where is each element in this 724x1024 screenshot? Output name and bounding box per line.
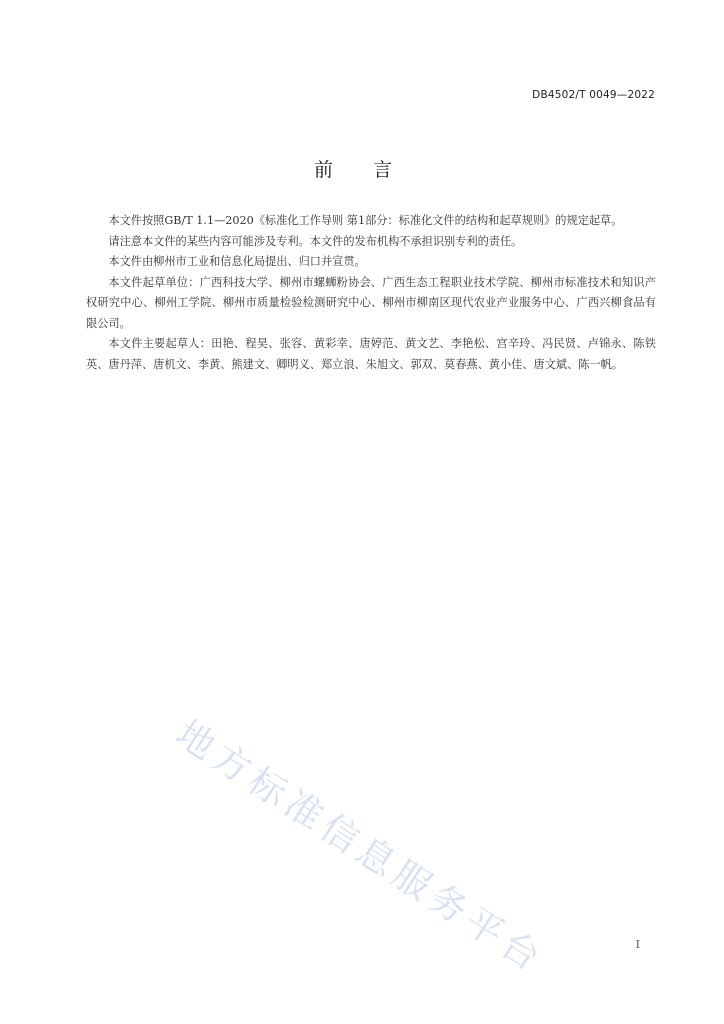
document-code: DB4502/T 0049—2022 [532,89,655,101]
paragraph-drafters: 本文件主要起草人：田艳、程昊、张容、黄彩幸、唐婷范、黄文艺、李艳松、宫辛玲、冯民贤、卢锦永、陈铁英、唐丹萍、唐机文、李黄、熊建文、卿明义、郑立浪、朱旭文、郭双、莫春燕、黄小佳、唐文斌、陈一帆。 [86,337,656,371]
body-text [86,211,656,375]
page-title: 前言 [313,159,432,181]
paragraph-drafting-units: 本文件起草单位：广西科技大学、柳州市螺蛳粉协会、广西生态工程职业技术学院、柳州市标准技术和知识产权研究中心、柳州工学院、柳州市质量检验检测研究中心、柳州市柳南区现代农业产业服务中心、广西兴柳食品有限公司。 [86,275,656,330]
paragraph-patent-notice: 请注意本文件的某些内容可能涉及专利。本文件的发布机构不承担识别专利的责任。 [108,234,523,248]
paragraph-proposer: 本文件由柳州市工业和信息化局提出、归口并宣贯。 [108,255,366,268]
paragraph-drafting-rules: 本文件按照GB/T 1.1—2020《标准化工作导则 第1部分：标准化文件的结构和起草规则》的规定起草。 [108,214,623,227]
watermark: 地方标准信息服务平台 [168,711,553,983]
page-number: I [635,938,640,951]
